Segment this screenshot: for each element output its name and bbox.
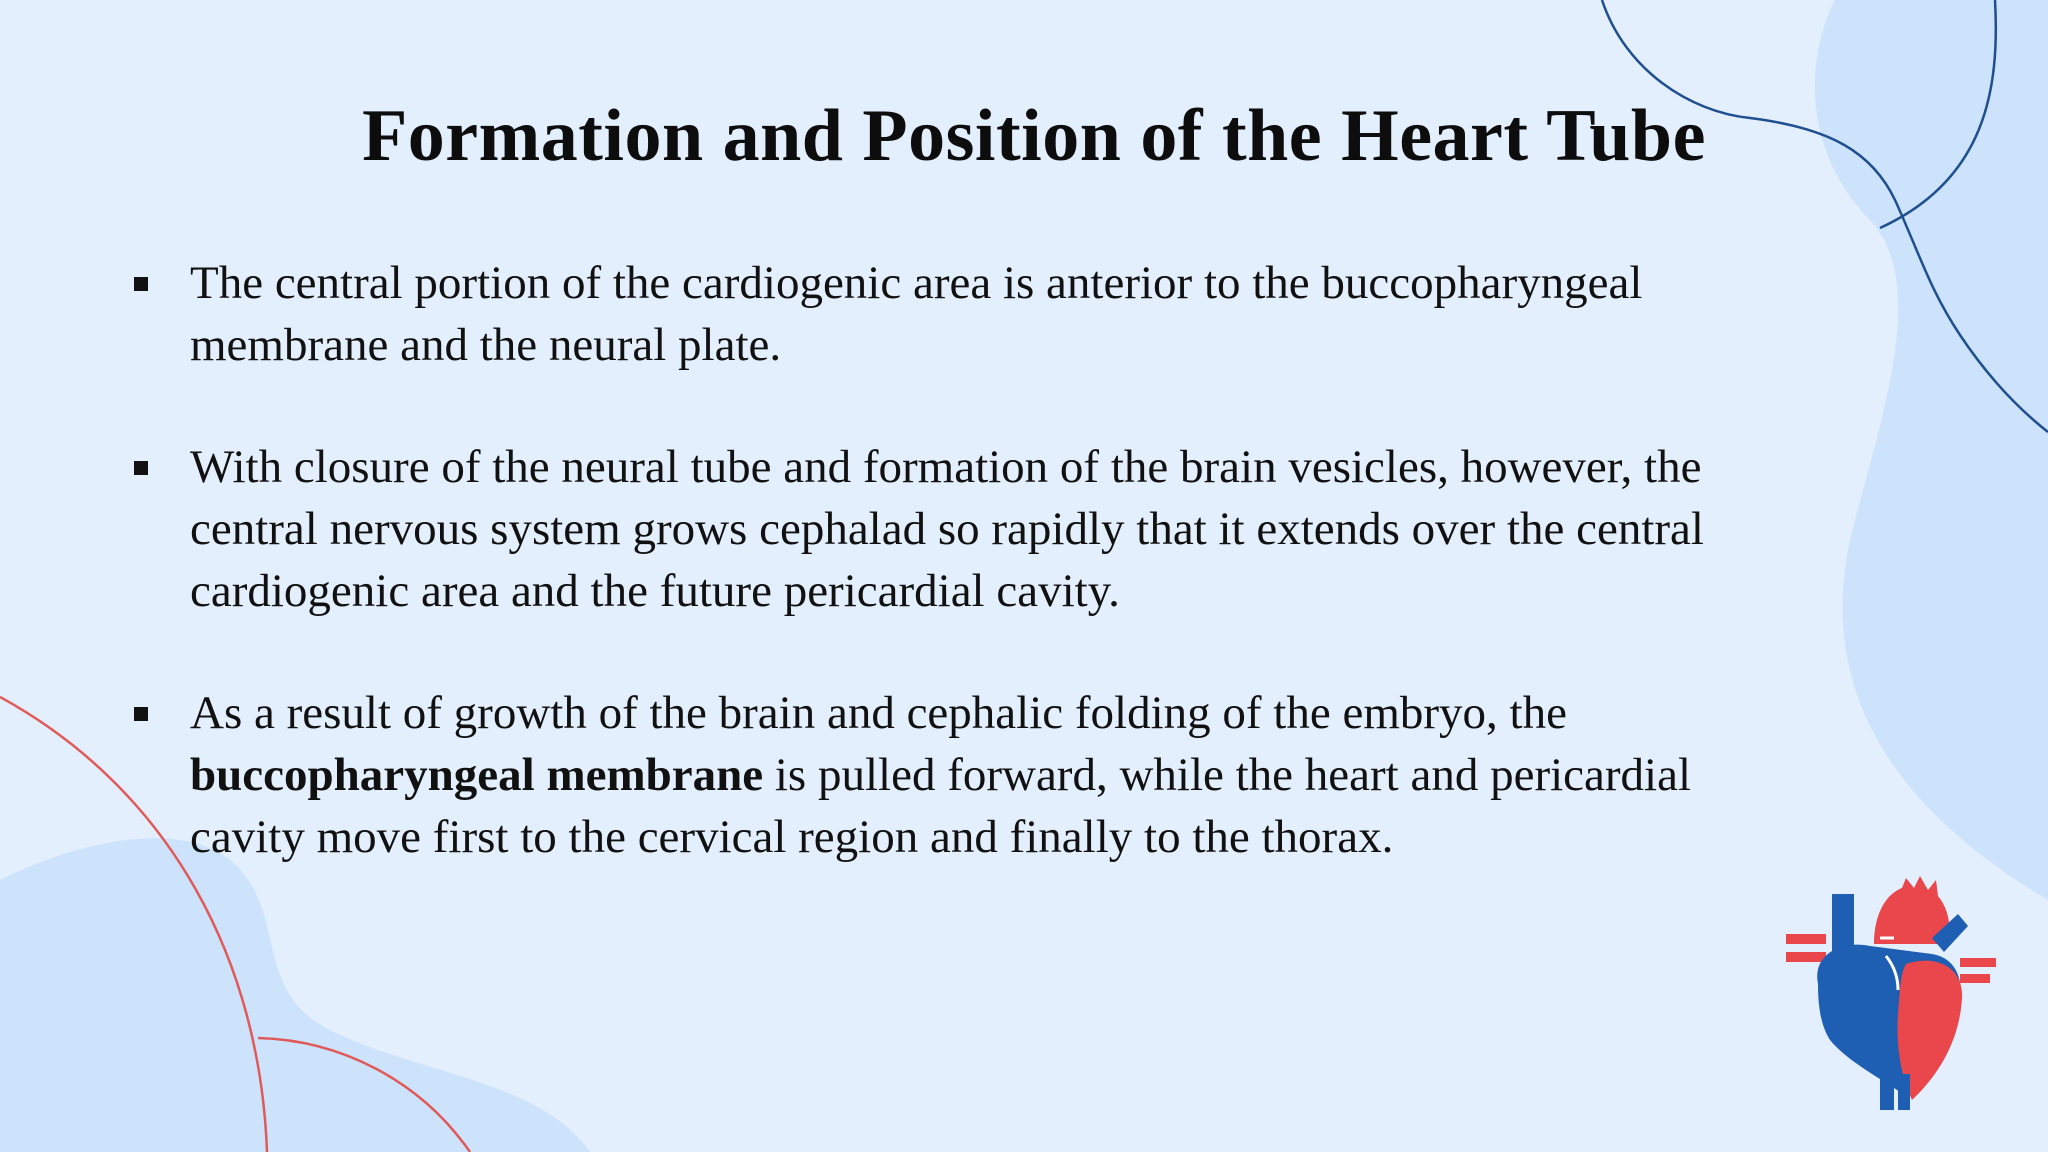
bullet-list [128,252,1848,928]
bullet-item [128,682,1848,868]
bullet-text-line: membrane and the neural plate. [190,319,782,371]
bullet-text-line: As a result of growth of the brain and cephalic folding of the embryo, the [190,687,1567,739]
heart-illustration-icon [1782,874,2000,1114]
bold-term: buccopharyngeal membrane [190,749,764,801]
square-bullet-icon [134,461,148,475]
slide-title: Formation and Position of the Heart Tube [362,95,1706,177]
bullet-text-line: cavity move first to the cervical region and finally to the thorax. [190,811,1394,863]
bullet-item [128,436,1848,622]
bullet-text-line: The central portion of the cardiogenic area is anterior to the buccopharyngeal [190,257,1643,309]
bullet-text-line: With closure of the neural tube and formation of the brain vesicles, however, the [190,441,1702,493]
bullet-text-line: cardiogenic area and the future pericardial cavity. [190,565,1120,617]
bullet-item [128,252,1848,376]
square-bullet-icon [134,707,148,721]
bullet-text-line [190,744,1848,806]
bullet-text-segment: is pulled forward, while the heart and pericardial [763,749,1692,801]
square-bullet-icon [134,277,148,291]
bullet-text-line: central nervous system grows cephalad so rapidly that it extends over the central [190,503,1704,555]
